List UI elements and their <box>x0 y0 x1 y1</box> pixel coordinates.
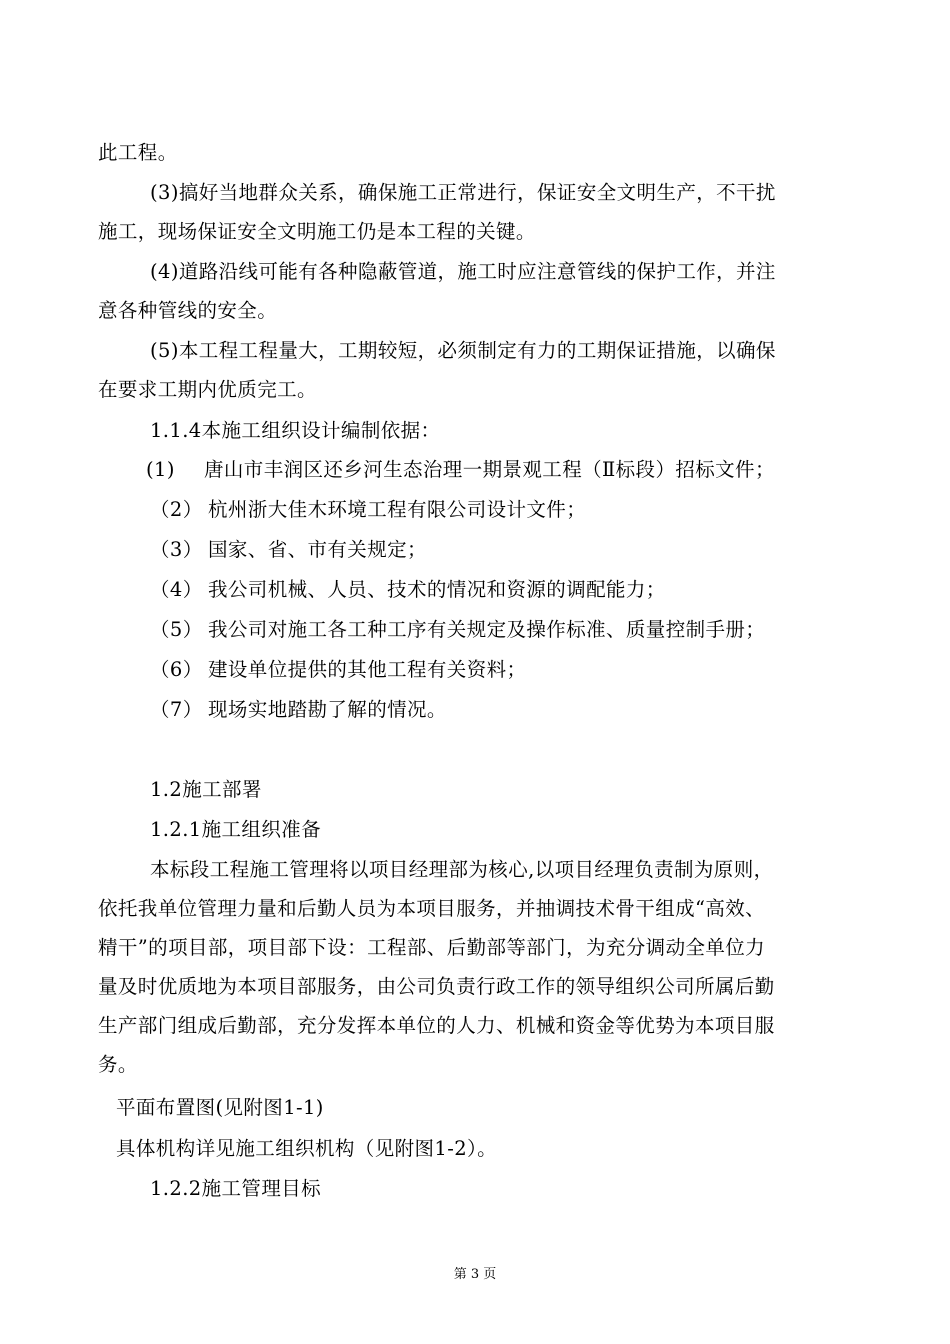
paragraph-continuation: 此工程。 <box>98 141 178 164</box>
basis-item-number: （5） <box>150 618 203 641</box>
basis-item-text: 建设单位提供的其他工程有关资料； <box>208 658 527 681</box>
basis-item-text: 现场实地踏勘了解的情况。 <box>208 698 447 721</box>
paragraph-organization-line-5: 生产部门组成后勤部，充分发挥本单位的人力、机械和资金等优势为本项目服 <box>98 1014 775 1037</box>
basis-item <box>146 457 775 483</box>
paragraph-4-line-2: 意各种管线的安全。 <box>98 299 278 322</box>
basis-item-number: (1) <box>146 458 175 481</box>
paragraph-organization-line-1: 本标段工程施工管理将以项目经理部为核心,以项目经理负责制为原则， <box>150 858 774 881</box>
page-number: 第 3 页 <box>453 1267 497 1282</box>
paragraph-organization-line-4: 量及时优质地为本项目部服务，由公司负责行政工作的领导组织公司所属后勤 <box>98 975 775 998</box>
basis-item-text: 国家、省、市有关规定； <box>208 538 427 561</box>
basis-item-number: （7） <box>150 698 203 721</box>
paragraph-organization-line-3: 精干”的项目部，项目部下设：工程部、后勤部等部门，为充分调动全单位力 <box>98 936 766 959</box>
basis-item <box>150 617 765 643</box>
paragraph-organization-line-6: 务。 <box>98 1053 138 1076</box>
paragraph-4-line-1: (4)道路沿线可能有各种隐蔽管道，施工时应注意管线的保护工作，并注 <box>150 260 776 283</box>
section-heading-1-2-1: 1.2.1施工组织准备 <box>150 818 322 841</box>
paragraph-3-line-2: 施工，现场保证安全文明施工仍是本工程的关键。 <box>98 220 536 243</box>
basis-item-number: （2） <box>150 498 203 521</box>
paragraph-organization-line-2: 依托我单位管理力量和后勤人员为本项目服务，并抽调技术骨干组成“高效、 <box>98 897 766 920</box>
basis-item-number: （3） <box>150 538 203 561</box>
basis-item-text: 唐山市丰润区还乡河生态治理一期景观工程（Ⅱ标段）招标文件； <box>204 458 775 481</box>
basis-item <box>150 577 666 603</box>
paragraph-5-line-1: (5)本工程工程量大，工期较短，必须制定有力的工期保证措施，以确保 <box>150 339 776 362</box>
section-heading-1-1-4: 1.1.4本施工组织设计编制依据： <box>150 419 441 442</box>
basis-item <box>150 537 427 563</box>
layout-plan-reference: 平面布置图(见附图1-1) <box>116 1096 324 1119</box>
basis-item-text: 我公司机械、人员、技术的情况和资源的调配能力； <box>208 578 666 601</box>
basis-item <box>150 657 526 683</box>
paragraph-3-line-1: (3)搞好当地群众关系，确保施工正常进行，保证安全文明生产，不干扰 <box>150 181 776 204</box>
basis-item-number: （6） <box>150 658 203 681</box>
basis-item <box>150 697 447 723</box>
basis-item-text: 杭州浙大佳木环境工程有限公司设计文件； <box>208 498 587 521</box>
basis-item-text: 我公司对施工各工种工序有关规定及操作标准、质量控制手册； <box>208 618 766 641</box>
basis-item <box>150 497 586 523</box>
organization-reference: 具体机构详见施工组织机构（见附图1-2）。 <box>116 1137 498 1160</box>
paragraph-5-line-2: 在要求工期内优质完工。 <box>98 378 317 401</box>
basis-item-number: （4） <box>150 578 203 601</box>
section-heading-1-2-2: 1.2.2施工管理目标 <box>150 1177 322 1200</box>
section-heading-1-2: 1.2施工部署 <box>150 778 262 801</box>
